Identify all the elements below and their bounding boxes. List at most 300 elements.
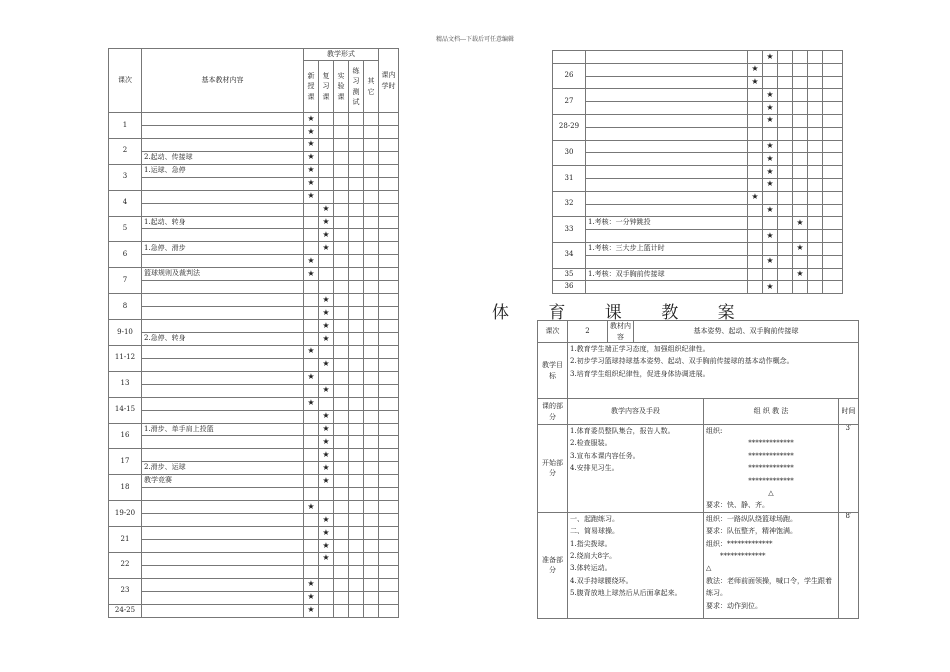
content-cell bbox=[586, 230, 748, 243]
empty-cell bbox=[334, 384, 349, 397]
goal-1: 1.教育学生端正学习态度，加强组织纪律性。 bbox=[570, 345, 710, 353]
empty-cell bbox=[364, 164, 379, 177]
empty-cell bbox=[304, 358, 319, 371]
empty-cell bbox=[334, 190, 349, 203]
page-header: 精品文档---下载后可任意编辑 bbox=[435, 36, 515, 43]
empty-cell bbox=[334, 281, 349, 294]
empty-cell bbox=[808, 140, 823, 153]
empty-cell bbox=[304, 332, 319, 345]
empty-cell bbox=[793, 76, 808, 89]
empty-cell bbox=[379, 527, 399, 540]
star-mark bbox=[319, 423, 334, 436]
schedule-row bbox=[109, 371, 399, 384]
plan-material-value: 基本姿势、起动、双手胸前传接球 bbox=[634, 321, 859, 343]
plan-goal-label: 教学目标 bbox=[538, 343, 568, 399]
star-mark bbox=[763, 230, 778, 243]
star-mark bbox=[319, 294, 334, 307]
empty-cell bbox=[364, 604, 379, 617]
lesson-number-cell: 4 bbox=[109, 190, 142, 216]
content-cell bbox=[142, 501, 304, 514]
content-cell bbox=[142, 190, 304, 203]
empty-cell bbox=[334, 151, 349, 164]
schedule-row bbox=[109, 125, 399, 138]
empty-cell bbox=[808, 242, 823, 255]
schedule-row bbox=[553, 242, 843, 255]
empty-cell bbox=[364, 320, 379, 333]
empty-cell bbox=[823, 242, 843, 255]
lesson-number-cell: 11-12 bbox=[109, 345, 142, 371]
empty-cell bbox=[334, 320, 349, 333]
empty-cell bbox=[334, 307, 349, 320]
empty-cell bbox=[379, 462, 399, 475]
lesson-number-cell: 2 bbox=[109, 138, 142, 164]
empty-cell bbox=[334, 527, 349, 540]
formation-row: ************* bbox=[748, 476, 794, 485]
empty-cell bbox=[349, 514, 364, 527]
star-mark bbox=[748, 76, 763, 89]
empty-cell bbox=[808, 178, 823, 191]
content-cell bbox=[142, 604, 304, 617]
star-mark bbox=[304, 604, 319, 617]
star-mark bbox=[763, 255, 778, 268]
empty-cell bbox=[823, 89, 843, 102]
schedule-row bbox=[109, 203, 399, 216]
empty-cell bbox=[748, 281, 763, 294]
empty-cell bbox=[793, 204, 808, 217]
star-mark bbox=[304, 268, 319, 281]
empty-cell bbox=[349, 501, 364, 514]
empty-cell bbox=[379, 229, 399, 242]
empty-cell bbox=[349, 462, 364, 475]
lesson-number-cell: 8 bbox=[109, 294, 142, 320]
prep-method-1: 组织：一路纵队绕篮球场跑。 bbox=[706, 514, 797, 523]
empty-cell bbox=[319, 281, 334, 294]
prep-content-4: 2.绕肩大8字。 bbox=[570, 552, 617, 561]
content-cell bbox=[142, 397, 304, 410]
plan-goals bbox=[568, 343, 859, 399]
empty-cell bbox=[379, 113, 399, 126]
lesson-number-cell: 5 bbox=[109, 216, 142, 242]
left-schedule-body bbox=[109, 113, 399, 618]
empty-cell bbox=[304, 281, 319, 294]
schedule-row bbox=[109, 410, 399, 423]
content-cell bbox=[142, 177, 304, 190]
star-mark bbox=[319, 514, 334, 527]
empty-cell bbox=[379, 514, 399, 527]
plan-lesson-label: 课次 bbox=[538, 321, 568, 343]
empty-cell bbox=[334, 462, 349, 475]
star-mark bbox=[763, 89, 778, 102]
empty-cell bbox=[748, 89, 763, 102]
content-cell: 1.考核：一分钟跳投 bbox=[586, 217, 748, 230]
schedule-row bbox=[109, 578, 399, 591]
empty-cell bbox=[778, 191, 793, 204]
lesson-number-cell: 22 bbox=[109, 552, 142, 578]
empty-cell bbox=[364, 475, 379, 488]
empty-cell bbox=[808, 89, 823, 102]
empty-cell bbox=[334, 604, 349, 617]
section-start-method bbox=[704, 425, 839, 513]
star-mark bbox=[304, 138, 319, 151]
lesson-number-cell: 17 bbox=[109, 449, 142, 475]
empty-cell bbox=[763, 242, 778, 255]
prep-content-6: 4.双手持球腰绕环。 bbox=[570, 576, 633, 585]
content-cell bbox=[142, 449, 304, 462]
lesson-number-cell: 28-29 bbox=[553, 114, 586, 140]
empty-cell bbox=[334, 345, 349, 358]
content-cell bbox=[586, 140, 748, 153]
empty-cell bbox=[808, 114, 823, 127]
star-mark bbox=[319, 307, 334, 320]
type-review: 复习课 bbox=[319, 61, 334, 113]
empty-cell bbox=[349, 371, 364, 384]
empty-cell bbox=[334, 475, 349, 488]
empty-cell bbox=[379, 423, 399, 436]
empty-cell bbox=[349, 591, 364, 604]
empty-cell bbox=[379, 578, 399, 591]
empty-cell bbox=[364, 332, 379, 345]
schedule-row bbox=[109, 268, 399, 281]
schedule-row bbox=[553, 178, 843, 191]
empty-cell bbox=[823, 153, 843, 166]
empty-cell bbox=[823, 191, 843, 204]
col-content-header: 教学内容及手段 bbox=[568, 399, 704, 425]
content-cell bbox=[142, 410, 304, 423]
prep-content-1: 一、起跑练习。 bbox=[570, 514, 619, 523]
empty-cell bbox=[793, 281, 808, 294]
empty-cell bbox=[349, 190, 364, 203]
empty-cell bbox=[748, 51, 763, 64]
empty-cell bbox=[763, 191, 778, 204]
content-cell bbox=[142, 488, 304, 501]
empty-cell bbox=[349, 125, 364, 138]
empty-cell bbox=[808, 127, 823, 140]
lesson-number-cell: 30 bbox=[553, 140, 586, 166]
empty-cell bbox=[304, 462, 319, 475]
section-prep-content bbox=[568, 512, 704, 618]
content-cell bbox=[586, 178, 748, 191]
empty-cell bbox=[334, 242, 349, 255]
content-cell bbox=[586, 255, 748, 268]
empty-cell bbox=[823, 63, 843, 76]
empty-cell bbox=[349, 268, 364, 281]
schedule-row bbox=[109, 565, 399, 578]
empty-cell bbox=[349, 449, 364, 462]
empty-cell bbox=[334, 294, 349, 307]
empty-cell bbox=[793, 153, 808, 166]
section-prep-method bbox=[704, 512, 839, 618]
empty-cell bbox=[748, 230, 763, 243]
empty-cell bbox=[748, 204, 763, 217]
empty-cell bbox=[364, 190, 379, 203]
section-prep-part: 准备部分 bbox=[538, 512, 568, 618]
empty-cell bbox=[334, 552, 349, 565]
star-mark bbox=[304, 345, 319, 358]
empty-cell bbox=[349, 410, 364, 423]
empty-cell bbox=[364, 410, 379, 423]
schedule-row bbox=[553, 76, 843, 89]
empty-cell bbox=[748, 166, 763, 179]
empty-cell bbox=[319, 177, 334, 190]
star-mark bbox=[319, 332, 334, 345]
empty-cell bbox=[823, 114, 843, 127]
empty-cell bbox=[379, 345, 399, 358]
content-cell: 2.滑步、运球 bbox=[142, 462, 304, 475]
empty-cell bbox=[364, 294, 379, 307]
empty-cell bbox=[334, 449, 349, 462]
content-cell bbox=[142, 552, 304, 565]
empty-cell bbox=[334, 488, 349, 501]
empty-cell bbox=[334, 371, 349, 384]
empty-cell bbox=[823, 166, 843, 179]
empty-cell bbox=[748, 127, 763, 140]
empty-cell bbox=[349, 384, 364, 397]
empty-cell bbox=[748, 140, 763, 153]
empty-cell bbox=[778, 76, 793, 89]
start-method-head: 组织: bbox=[706, 427, 723, 435]
empty-cell bbox=[334, 358, 349, 371]
empty-cell bbox=[364, 371, 379, 384]
lesson-number-cell: 21 bbox=[109, 527, 142, 553]
schedule-row bbox=[553, 89, 843, 102]
schedule-row bbox=[109, 229, 399, 242]
empty-cell bbox=[334, 410, 349, 423]
empty-cell bbox=[349, 294, 364, 307]
empty-cell bbox=[379, 358, 399, 371]
schedule-row bbox=[109, 307, 399, 320]
empty-cell bbox=[349, 397, 364, 410]
col-time-header: 时间 bbox=[839, 399, 859, 425]
schedule-row bbox=[109, 501, 399, 514]
content-cell bbox=[142, 125, 304, 138]
star-mark bbox=[763, 140, 778, 153]
empty-cell bbox=[793, 51, 808, 64]
schedule-row bbox=[553, 127, 843, 140]
star-mark bbox=[319, 203, 334, 216]
prep-content-7: 5.腹背放地上球然后从后面拿起来。 bbox=[570, 589, 682, 598]
lesson-number-cell: 26 bbox=[553, 63, 586, 89]
content-cell bbox=[586, 191, 748, 204]
empty-cell bbox=[364, 255, 379, 268]
content-cell bbox=[586, 127, 748, 140]
empty-cell bbox=[763, 127, 778, 140]
formation-row: ************* bbox=[748, 451, 794, 460]
lesson-number-cell: 16 bbox=[109, 423, 142, 449]
empty-cell bbox=[304, 307, 319, 320]
empty-cell bbox=[334, 164, 349, 177]
empty-cell bbox=[334, 138, 349, 151]
empty-cell bbox=[304, 423, 319, 436]
content-cell bbox=[586, 76, 748, 89]
star-mark bbox=[304, 501, 319, 514]
empty-cell bbox=[304, 410, 319, 423]
content-cell: 1.运球、急停 bbox=[142, 164, 304, 177]
empty-cell bbox=[349, 255, 364, 268]
empty-cell bbox=[349, 177, 364, 190]
lesson-number-cell: 31 bbox=[553, 166, 586, 192]
col-part-header: 课的部分 bbox=[538, 399, 568, 425]
start-method-tail: 要求：快、静、齐。 bbox=[706, 501, 769, 510]
empty-cell bbox=[364, 591, 379, 604]
form-header: 教学形式 bbox=[304, 49, 379, 61]
empty-cell bbox=[823, 217, 843, 230]
schedule-row bbox=[109, 488, 399, 501]
empty-cell bbox=[364, 397, 379, 410]
empty-cell bbox=[379, 255, 399, 268]
prep-method-7: 要求：动作到位。 bbox=[706, 601, 762, 610]
empty-cell bbox=[808, 63, 823, 76]
content-cell bbox=[142, 539, 304, 552]
star-mark bbox=[319, 242, 334, 255]
star-mark bbox=[319, 320, 334, 333]
empty-cell bbox=[793, 178, 808, 191]
star-mark bbox=[319, 462, 334, 475]
lesson-number-cell: 7 bbox=[109, 268, 142, 294]
prep-method-5: △ bbox=[706, 564, 712, 573]
lesson-header: 课次 bbox=[109, 49, 142, 113]
lesson-number-cell: 19-20 bbox=[109, 501, 142, 527]
star-mark bbox=[748, 63, 763, 76]
prep-content-3: 1.指尖拨球。 bbox=[570, 539, 612, 548]
content-cell: 1.考核：三大步上篮计时 bbox=[586, 242, 748, 255]
empty-cell bbox=[304, 488, 319, 501]
empty-cell bbox=[304, 449, 319, 462]
schedule-row bbox=[109, 294, 399, 307]
empty-cell bbox=[304, 216, 319, 229]
empty-cell bbox=[349, 539, 364, 552]
empty-cell bbox=[319, 371, 334, 384]
start-content-3: 3.宣布本课内容任务。 bbox=[570, 451, 640, 460]
type-practice: 练习测试 bbox=[349, 61, 364, 113]
empty-cell bbox=[319, 591, 334, 604]
type-other: 其它 bbox=[364, 61, 379, 113]
empty-cell bbox=[349, 475, 364, 488]
empty-cell bbox=[748, 102, 763, 115]
lesson-number-cell: 6 bbox=[109, 242, 142, 268]
empty-cell bbox=[748, 242, 763, 255]
empty-cell bbox=[349, 423, 364, 436]
empty-cell bbox=[823, 230, 843, 243]
content-cell bbox=[142, 307, 304, 320]
empty-cell bbox=[364, 229, 379, 242]
lesson-number-cell: 36 bbox=[553, 281, 586, 294]
content-cell bbox=[142, 229, 304, 242]
schedule-row bbox=[109, 384, 399, 397]
empty-cell bbox=[364, 449, 379, 462]
content-cell bbox=[142, 294, 304, 307]
empty-cell bbox=[379, 164, 399, 177]
empty-cell bbox=[364, 307, 379, 320]
empty-cell bbox=[778, 114, 793, 127]
schedule-row bbox=[553, 217, 843, 230]
empty-cell bbox=[304, 539, 319, 552]
empty-cell bbox=[778, 255, 793, 268]
star-mark bbox=[763, 153, 778, 166]
section-start-part: 开始部分 bbox=[538, 425, 568, 513]
lesson-number-cell: 24-25 bbox=[109, 604, 142, 617]
empty-cell bbox=[808, 230, 823, 243]
content-cell bbox=[142, 203, 304, 216]
formation-row: ************* bbox=[748, 439, 794, 448]
content-cell bbox=[586, 153, 748, 166]
empty-cell bbox=[823, 140, 843, 153]
empty-cell bbox=[379, 216, 399, 229]
prep-method-3: 组织：************* bbox=[706, 539, 773, 548]
empty-cell bbox=[748, 114, 763, 127]
empty-cell bbox=[364, 242, 379, 255]
star-mark bbox=[763, 204, 778, 217]
schedule-row bbox=[109, 164, 399, 177]
empty-cell bbox=[379, 203, 399, 216]
empty-cell bbox=[379, 591, 399, 604]
teacher-marker: △ bbox=[768, 489, 774, 498]
section-start-content bbox=[568, 425, 704, 513]
empty-cell bbox=[808, 51, 823, 64]
empty-cell bbox=[364, 125, 379, 138]
type-new: 新授课 bbox=[304, 61, 319, 113]
prep-method-2: 要求：队伍整齐，精神饱满。 bbox=[706, 527, 797, 536]
content-cell: 1.考核：双手胸前传接球 bbox=[586, 268, 748, 281]
schedule-row bbox=[109, 552, 399, 565]
schedule-row bbox=[553, 191, 843, 204]
star-mark bbox=[319, 552, 334, 565]
type-lab: 实验课 bbox=[334, 61, 349, 113]
empty-cell bbox=[379, 552, 399, 565]
empty-cell bbox=[808, 217, 823, 230]
plan-lesson-value: 2 bbox=[568, 321, 608, 343]
empty-cell bbox=[349, 164, 364, 177]
empty-cell bbox=[379, 332, 399, 345]
content-cell bbox=[142, 384, 304, 397]
star-mark bbox=[763, 281, 778, 294]
content-cell bbox=[586, 89, 748, 102]
empty-cell bbox=[793, 255, 808, 268]
empty-cell bbox=[379, 565, 399, 578]
empty-cell bbox=[319, 190, 334, 203]
lesson-plan-table bbox=[537, 320, 859, 619]
lesson-number-cell: 33 bbox=[553, 217, 586, 243]
empty-cell bbox=[778, 230, 793, 243]
empty-cell bbox=[778, 178, 793, 191]
star-mark bbox=[304, 397, 319, 410]
lesson-number-cell: 35 bbox=[553, 268, 586, 281]
content-cell bbox=[142, 320, 304, 333]
lesson-number-cell: 1 bbox=[109, 113, 142, 139]
empty-cell bbox=[349, 436, 364, 449]
empty-cell bbox=[349, 332, 364, 345]
content-cell bbox=[142, 527, 304, 540]
lesson-number-cell: 14-15 bbox=[109, 397, 142, 423]
empty-cell bbox=[379, 190, 399, 203]
empty-cell bbox=[319, 138, 334, 151]
schedule-row bbox=[553, 51, 843, 64]
empty-cell bbox=[349, 203, 364, 216]
empty-cell bbox=[364, 501, 379, 514]
schedule-row bbox=[109, 527, 399, 540]
star-mark bbox=[304, 255, 319, 268]
empty-cell bbox=[379, 539, 399, 552]
schedule-row bbox=[109, 216, 399, 229]
empty-cell bbox=[364, 514, 379, 527]
start-content-1: 1.体育委员整队集合，报告人数。 bbox=[570, 427, 675, 435]
content-cell bbox=[586, 204, 748, 217]
empty-cell bbox=[808, 281, 823, 294]
star-mark bbox=[304, 591, 319, 604]
content-cell bbox=[142, 436, 304, 449]
formation-row: ************* bbox=[748, 464, 794, 473]
empty-cell bbox=[748, 217, 763, 230]
empty-cell bbox=[364, 345, 379, 358]
